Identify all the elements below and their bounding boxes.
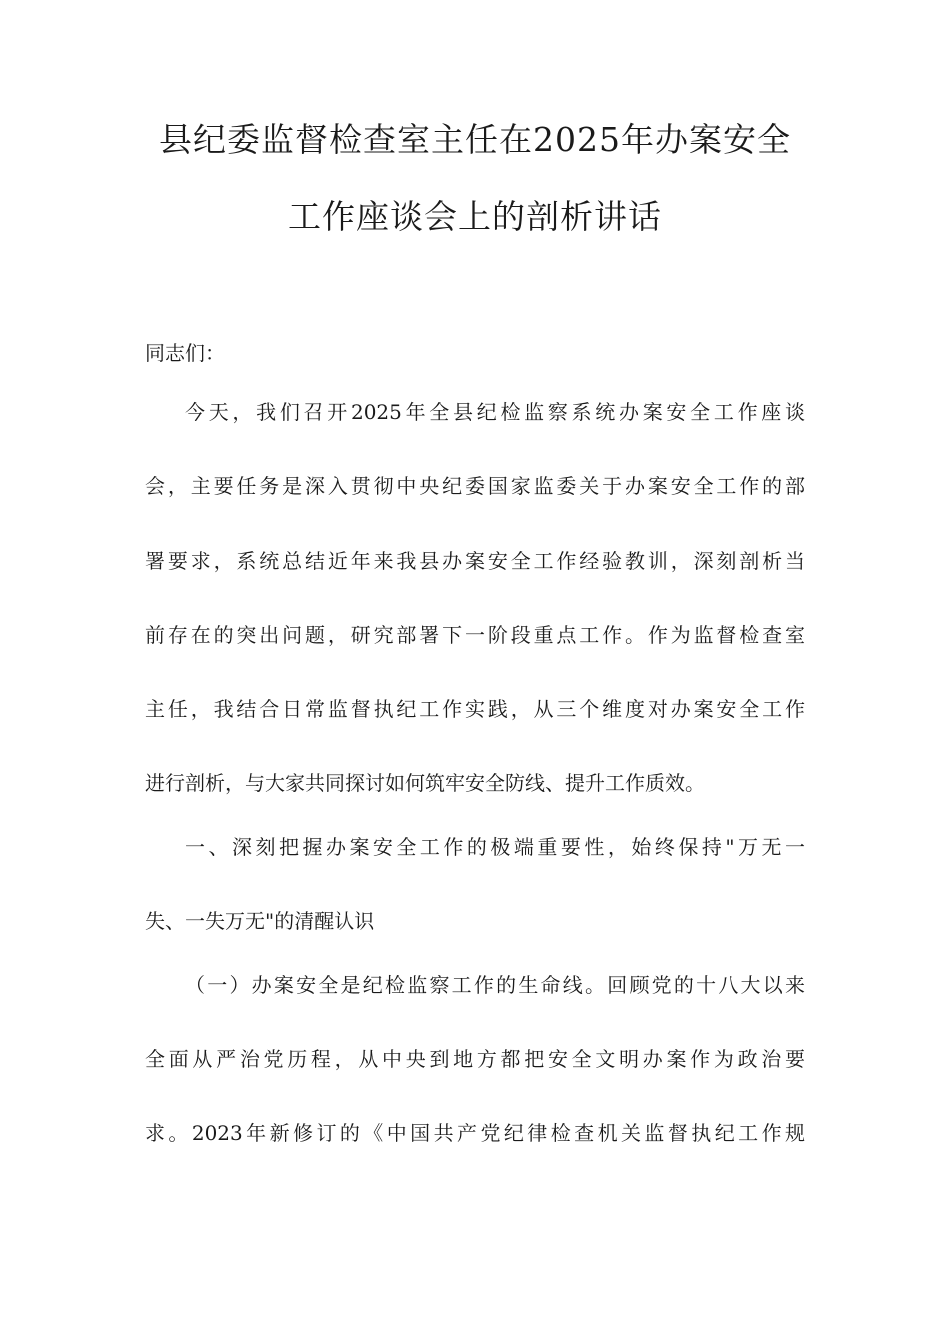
paragraph-2-line: （一）办案安全是纪检监察工作的生命线。回顾党的十八大以来 xyxy=(185,973,805,997)
paragraph-1-line: 主任，我结合日常监督执纪工作实践，从三个维度对办案安全工作 xyxy=(145,697,805,721)
paragraph-1-line: 进行剖析，与大家共同探讨如何筑牢安全防线、提升工作质效。 xyxy=(145,771,705,795)
document-title-line-2: 工作座谈会上的剖析讲话 xyxy=(288,197,662,236)
paragraph-2-line: 全面从严治党历程，从中央到地方都把安全文明办案作为政治要 xyxy=(145,1047,805,1071)
paragraph-1-line: 前存在的突出问题，研究部署下一阶段重点工作。作为监督检查室 xyxy=(145,623,805,647)
section-heading-line: 失、一失万无"的清醒认识 xyxy=(145,909,375,933)
document-title-line-1: 县纪委监督检查室主任在2025年办案安全 xyxy=(159,120,791,159)
section-heading-line: 一、深刻把握办案安全工作的极端重要性，始终保持"万无一 xyxy=(185,835,805,859)
paragraph-1-line: 会，主要任务是深入贯彻中央纪委国家监委关于办案安全工作的部 xyxy=(145,474,805,498)
paragraph-1-line: 今天，我们召开2025年全县纪检监察系统办案安全工作座谈 xyxy=(185,400,805,424)
salutation: 同志们： xyxy=(145,341,225,365)
paragraph-2-line: 求。2023年新修订的《中国共产党纪律检查机关监督执纪工作规 xyxy=(145,1121,805,1145)
paragraph-1-line: 署要求，系统总结近年来我县办案安全工作经验教训，深刻剖析当 xyxy=(145,549,805,573)
